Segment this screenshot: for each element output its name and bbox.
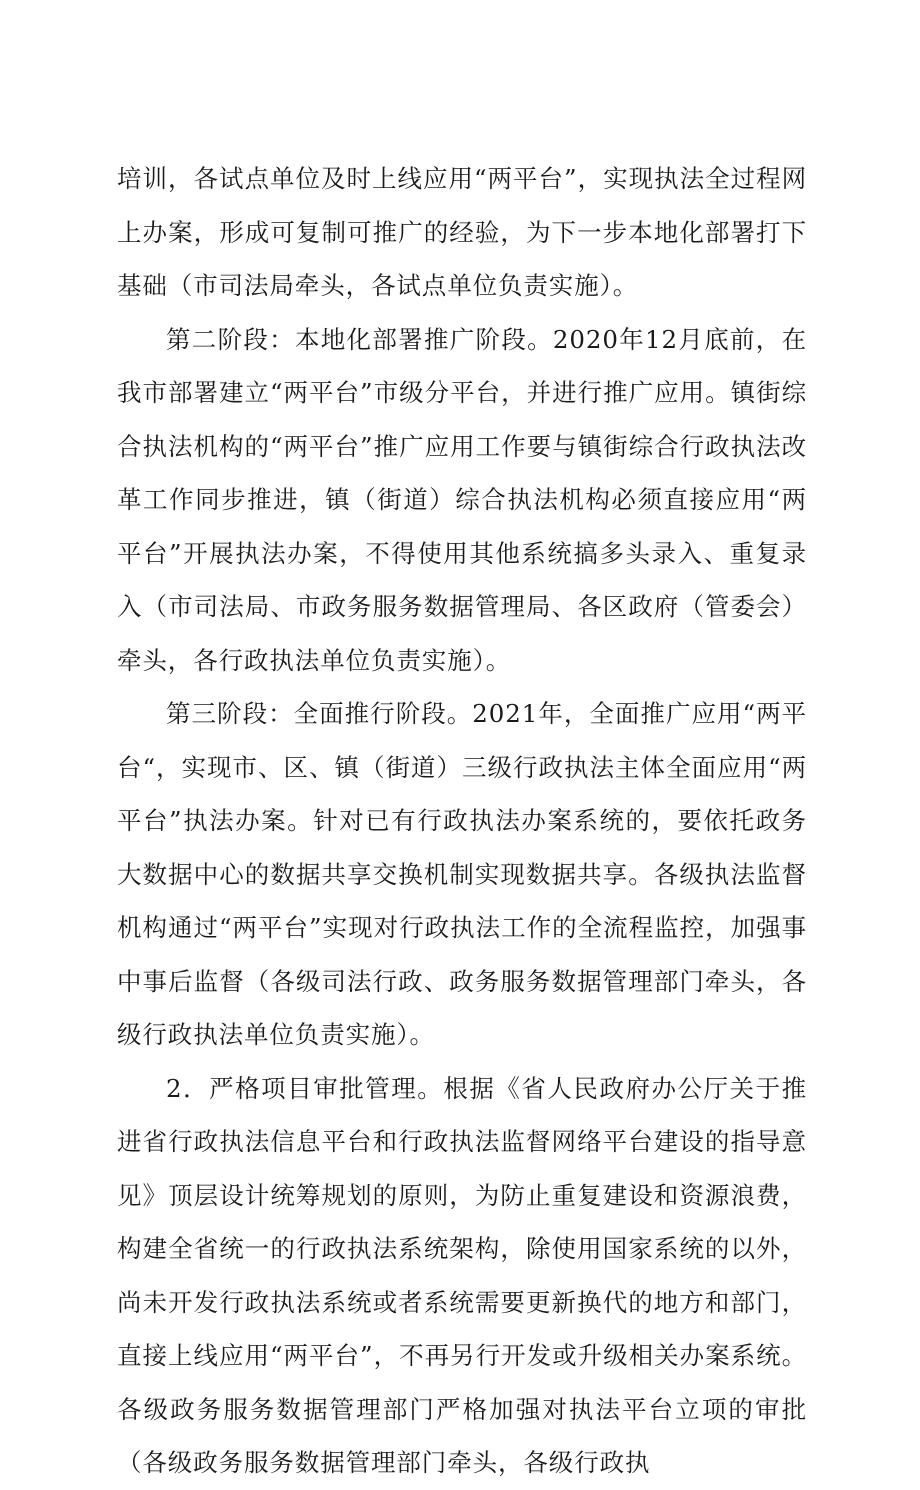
paragraph-training-continuation: 培训，各试点单位及时上线应用“两平台”，实现执法全过程网上办案，形成可复制可推广的经验，为下一步本地化部署打下基础（市司法局牵头，各试点单位负责实施）。 bbox=[117, 164, 807, 300]
paragraph-stage-three: 第三阶段：全面推行阶段。2021年，全面推广应用“两平台“，实现市、区、镇（街道）三级行政执法主体全面应用“两平台”执法办案。针对已有行政执法办案系统的，要依托政务大数据中心的数据共享交换机制实现数据共享。各级执法监督机构通过“两平台”实现对行政执法工作的全流程监控，加强事中事后监督（各级司法行政、政务服务数据管理部门牵头，各级行政执法单位负责实施）。 bbox=[117, 699, 807, 1049]
paragraph-stage-two: 第二阶段：本地化部署推广阶段。2020年12月底前，在我市部署建立“两平台”市级分平台，并进行推广应用。镇街综合执法机构的“两平台”推广应用工作要与镇街综合行政执法改革工作同步推进，镇（街道）综合执法机构必须直接应用“两平台”开展执法办案，不得使用其他系统搞多头录入、重复录入（市司法局、市政务服务数据管理局、各区政府（管委会）牵头，各行政执法单位负责实施）。 bbox=[117, 324, 807, 675]
document-body bbox=[117, 152, 807, 1490]
paragraph-project-approval: 2．严格项目审批管理。根据《省人民政府办公厅关于推进省行政执法信息平台和行政执法监督网络平台建设的指导意见》顶层设计统筹规划的原则，为防止重复建设和资源浪费，构建全省统一的行政执法系统架构，除使用国家系统的以外，尚未开发行政执法系统或者系统需要更新换代的地方和部门，直接上线应用“两平台”，不再另行开发或升级相关办案系统。各级政务服务数据管理部门严格加强对执法平台立项的审批（各级政务服务数据管理部门牵头，各级行政执 bbox=[117, 1073, 807, 1477]
